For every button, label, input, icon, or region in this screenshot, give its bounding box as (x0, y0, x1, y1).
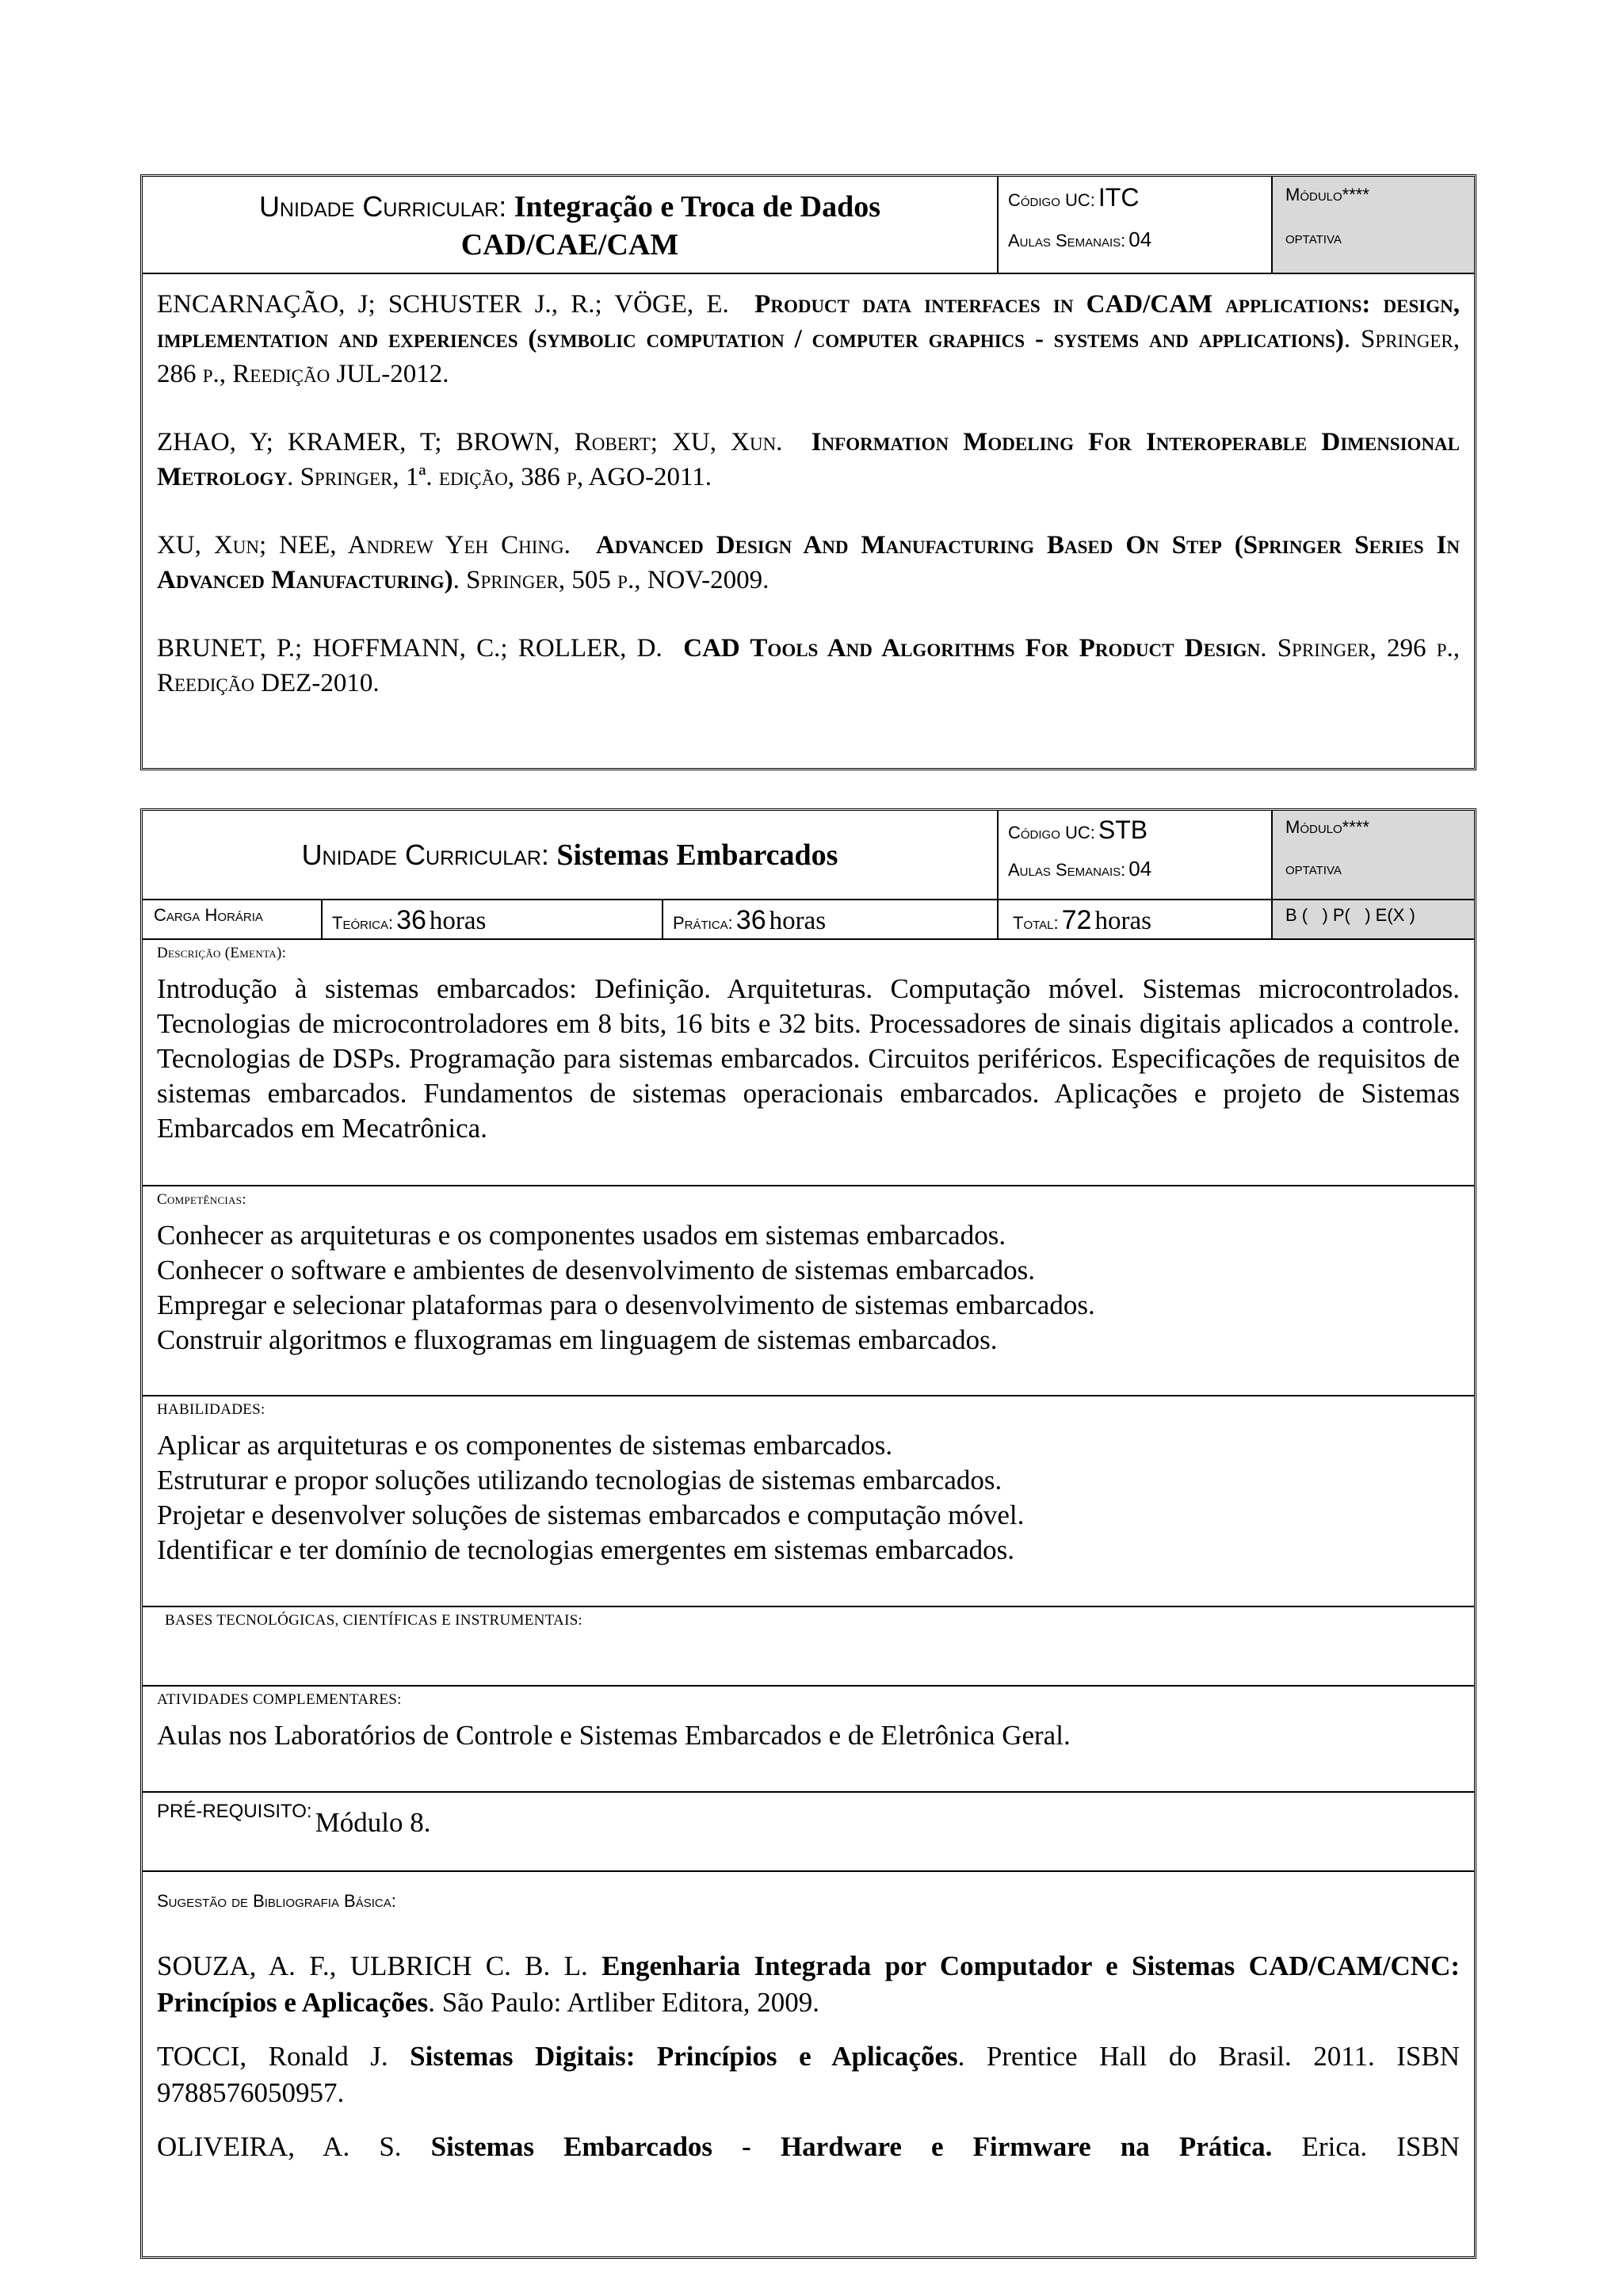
list-item: Aplicar as arquiteturas e os componentes de sistemas embarcados. (157, 1430, 893, 1461)
uc-label: Unidade Curricular: (301, 838, 549, 871)
bases-label: BASES TECNOLÓGICAS, CIENTÍFICAS E INSTRUMENTAIS: (165, 1612, 583, 1629)
teorica-cell (323, 900, 663, 938)
habilidades-section (143, 1396, 1474, 1607)
header-row (143, 811, 1474, 900)
uc-title: Sistemas Embarcados (556, 838, 838, 872)
competencias-section (143, 1186, 1474, 1396)
uc-title-cell (143, 177, 999, 273)
uc-label: Unidade Curricular: (258, 190, 507, 223)
carga-label-cell (143, 900, 323, 938)
codigo-value: STB (1098, 816, 1148, 844)
list-item: Estruturar e propor soluções utilizando tecnologias de sistemas embarcados. (157, 1465, 1002, 1496)
modulo-label: Módulo**** (1285, 185, 1369, 204)
atividades-section (143, 1687, 1474, 1793)
list-item: Construir algoritmos e fluxogramas em linguagem de sistemas embarcados. (157, 1324, 998, 1355)
list-item: Conhecer as arquiteturas e os componentes usados em sistemas embarcados. (157, 1220, 1006, 1251)
codigo-cell (999, 177, 1273, 273)
modulo-cell (1273, 177, 1474, 273)
carga-row (143, 900, 1474, 940)
codigo-value: ITC (1098, 183, 1140, 212)
codigo-label: Código UC: (1008, 823, 1095, 842)
reference-item: ENCARNAÇÃO, J; SCHUSTER J., R.; VÖGE, E. Product data interfaces in CAD/CAM applications: design, implementation and experiences (symbolic computation / computer graphics - systems and applications). Springer, 286 p., Reedição JUL-2012. (157, 290, 1461, 388)
pratica-label: Prática: (673, 913, 733, 933)
references-block (143, 274, 1474, 701)
aulas-value: 04 (1128, 857, 1152, 881)
total-cell (999, 900, 1273, 938)
descricao-section (143, 940, 1474, 1186)
prereq-label: PRÉ-REQUISITO: (157, 1801, 312, 1822)
bpe-cell (1273, 900, 1474, 938)
teorica-value: 36 (396, 905, 426, 935)
codigo-label: Código UC: (1008, 190, 1095, 210)
carga-label: Carga Horária (154, 905, 263, 925)
aulas-label: Aulas Semanais: (1008, 860, 1126, 880)
pratica-cell (663, 900, 999, 938)
horas-label: horas (1094, 907, 1151, 935)
habilidades-label: HABILIDADES: (157, 1401, 265, 1418)
list-item: Projetar e desenvolver soluções de sistemas embarcados e computação móvel. (157, 1499, 1025, 1530)
reference-item: BRUNET, P.; HOFFMANN, C.; ROLLER, D. CAD Tools And Algorithms For Product Design. Springer, 296 p., Reedição DEZ-2010. (157, 634, 1461, 697)
list-item: Conhecer o software e ambientes de desenvolvimento de sistemas embarcados. (157, 1255, 1035, 1286)
reference-item: ZHAO, Y; KRAMER, T; BROWN, Robert; XU, Xun. Information Modeling For Interoperable Dimensional Metrology. Springer, 1ª. edição, 386 p, AGO-2011. (157, 428, 1461, 491)
header-row (143, 177, 1474, 274)
codigo-cell (999, 811, 1273, 899)
reference-item: OLIVEIRA, A. S. Sistemas Embarcados - Hardware e Firmware na Prática. Erica. ISBN (157, 2131, 1460, 2162)
list-item: Empregar e selecionar plataformas para o desenvolvimento de sistemas embarcados. (157, 1289, 1095, 1320)
horas-label: horas (769, 907, 827, 935)
pratica-value: 36 (735, 905, 766, 935)
course-box-stb (140, 808, 1476, 2259)
teorica-label: Teórica: (332, 913, 394, 933)
list-item: Identificar e ter domínio de tecnologias emergentes em sistemas embarcados. (157, 1534, 1015, 1565)
course-box-itc (140, 174, 1476, 770)
uc-title-line1: Integração e Troca de Dados (514, 190, 881, 223)
horas-label: horas (429, 907, 487, 935)
atividades-text: Aulas nos Laboratórios de Controle e Sistemas Embarcados e de Eletrônica Geral. (157, 1720, 1071, 1751)
total-value: 72 (1061, 905, 1092, 935)
uc-title-cell (143, 811, 999, 899)
reference-item: XU, Xun; NEE, Andrew Yeh Ching. Advanced Design And Manufacturing Based On Step (Springer Series In Advanced Manufacturing). Springer, 505 p., NOV-2009. (157, 531, 1461, 594)
modulo-cell (1273, 811, 1474, 899)
atividades-label: ATIVIDADES COMPLEMENTARES: (157, 1691, 402, 1708)
total-label: Total: (1013, 913, 1059, 933)
reference-item: SOUZA, A. F., ULBRICH C. B. L. Engenharia Integrada por Computador e Sistemas CAD/CAM/CNC: Princípios e Aplicações. São Paulo: Artliber Editora, 2009. (157, 1950, 1461, 2018)
modulo-value: optativa (1285, 227, 1342, 247)
prereq-value: Módulo 8. (315, 1807, 431, 1838)
bibliografia-label: Sugestão de Bibliografia Básica: (157, 1891, 396, 1911)
descricao-label: Descrição (Ementa): (157, 945, 287, 961)
modulo-label: Módulo**** (1285, 817, 1369, 837)
reference-item: TOCCI, Ronald J. Sistemas Digitais: Princípios e Aplicações. Prentice Hall do Brasil. 2011. ISBN 9788576050957. (157, 2041, 1460, 2108)
aulas-label: Aulas Semanais: (1008, 231, 1126, 250)
competencias-label: Competências: (157, 1191, 246, 1208)
uc-title-line2: CAD/CAE/CAM (460, 228, 679, 262)
bpe-options: B ( ) P( ) E(X ) (1285, 905, 1415, 925)
descricao-text: Introdução à sistemas embarcados: Definição. Arquiteturas. Computação móvel. Sistemas microcontrolados. Tecnologias de microcontroladores em 8 bits, 16 bits e 32 bits. Processadores de sinais digitais aplicados a controle. Tecnologias de DSPs. Programação para sistemas embarcados. Circuitos periféricos. Especificações de requisitos de sistemas embarcados. Fundamentos de sistemas operacionais embarcados. Aplicações e projeto de Sistemas Embarcados em Mecatrônica. (157, 973, 1460, 1144)
prereq-section (143, 1793, 1474, 1872)
modulo-value: optativa (1285, 858, 1342, 878)
aulas-value: 04 (1128, 227, 1152, 251)
bibliografia-section (143, 1872, 1474, 2165)
bases-section (143, 1607, 1474, 1687)
